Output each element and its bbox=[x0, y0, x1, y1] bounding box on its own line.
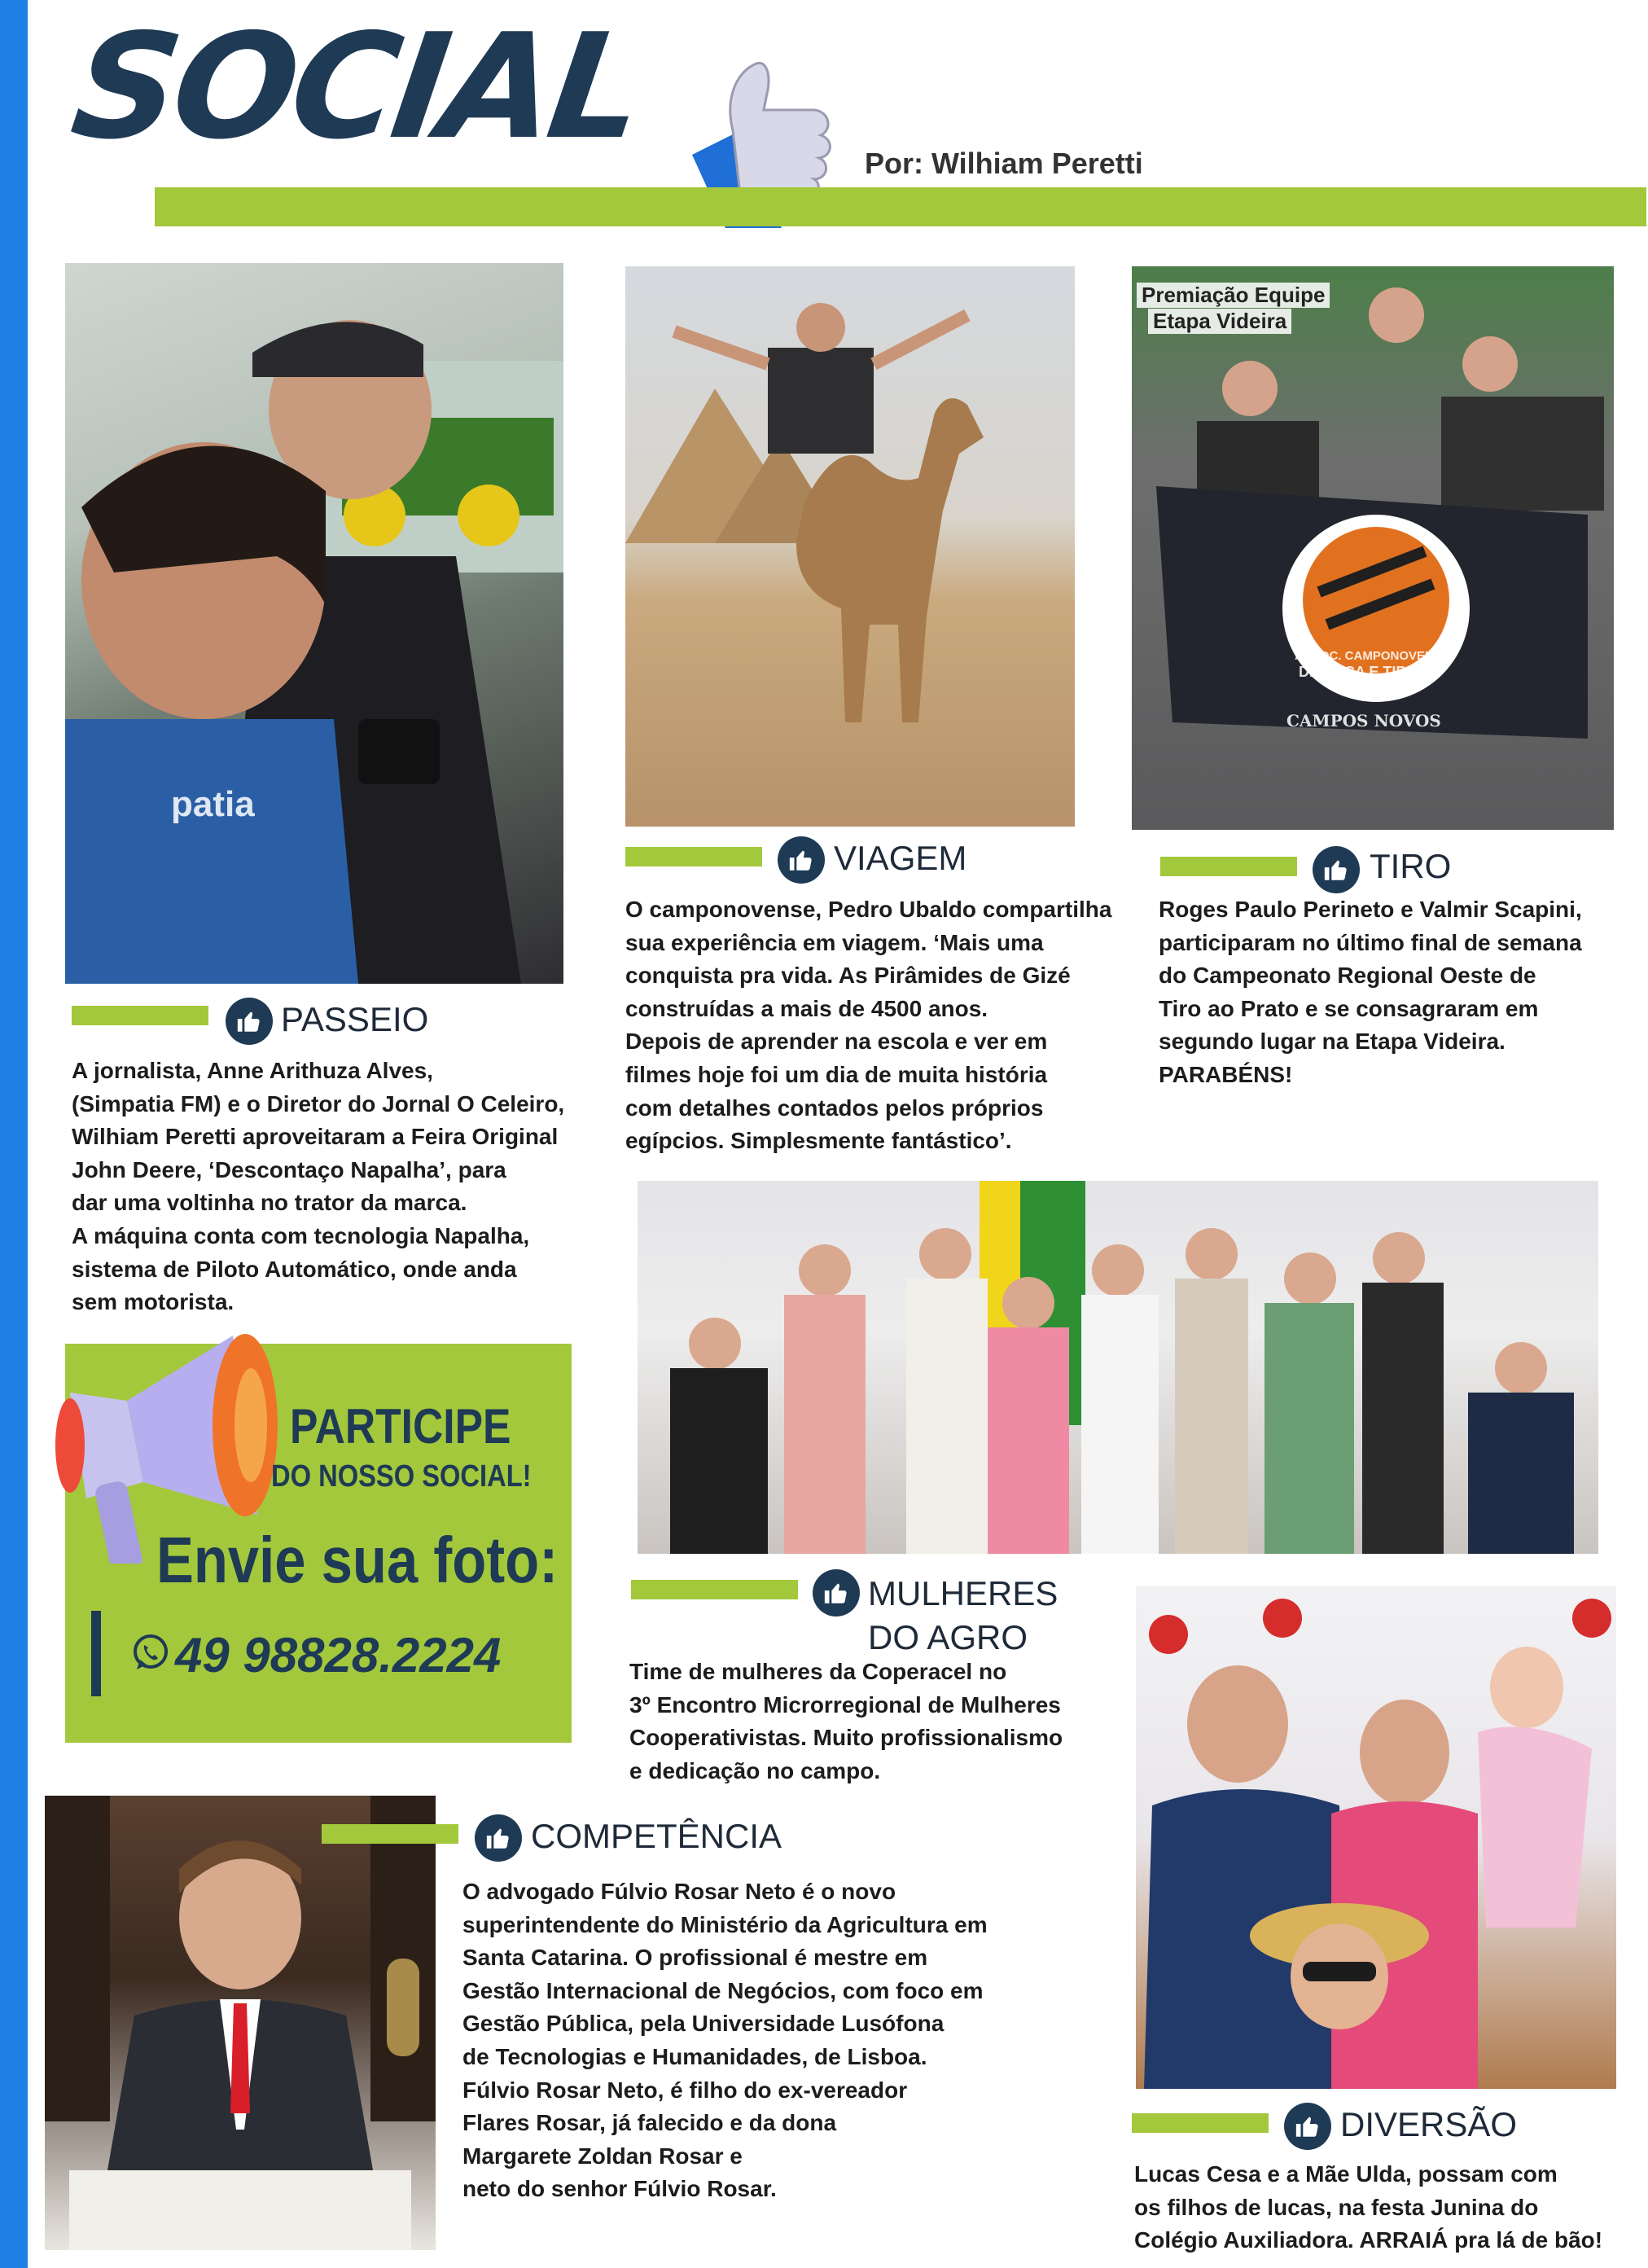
shirt-print: patia bbox=[171, 784, 255, 824]
header-rule bbox=[155, 187, 1646, 226]
tiro-title: TIRO bbox=[1370, 847, 1452, 885]
tiro-photo bbox=[1132, 266, 1614, 830]
like-icon bbox=[1284, 2103, 1331, 2150]
tiro-banner-line2: DE CAÇA E TIRO bbox=[1299, 664, 1418, 680]
like-icon bbox=[226, 998, 273, 1045]
tiro-text: Roges Paulo Perineto e Valmir Scapini, participaram no último final de semana do Campeonato Regional Oeste de Tiro ao Prato e se consagraram em segundo lugar na Etapa Videira. PARABÉNS! bbox=[1159, 897, 1582, 1087]
passeio-rule bbox=[72, 1006, 208, 1025]
passeio-photo bbox=[65, 263, 563, 984]
side-accent-bar bbox=[0, 0, 28, 2268]
diversao-title: DIVERSÃO bbox=[1340, 2105, 1518, 2143]
mulheres-photo bbox=[638, 1181, 1598, 1554]
competencia-photo bbox=[45, 1796, 436, 2250]
passeio-text: A jornalista, Anne Arithuza Alves, (Simpatia FM) e o Diretor do Jornal O Celeiro, Wilhiam Peretti aproveitaram a Feira Original John Deere, ‘Descontaço Napalha’, para dar uma voltinha no trator da marca. A máquina conta com tecnologia Napalha, sistema de Piloto Automático, onde anda sem motorista. bbox=[72, 1058, 565, 1315]
passeio-title: PASSEIO bbox=[281, 1000, 429, 1038]
diversao-rule bbox=[1132, 2113, 1269, 2133]
tiro-overlay-line2: Etapa Videira bbox=[1148, 309, 1291, 334]
like-icon bbox=[778, 836, 825, 884]
tiro-banner-line3: ESPORTIVO bbox=[1342, 682, 1400, 693]
viagem-title: VIAGEM bbox=[834, 839, 967, 877]
like-icon bbox=[813, 1569, 860, 1617]
competencia-rule bbox=[322, 1824, 458, 1844]
promo-cta: Envie sua foto: bbox=[156, 1524, 559, 1596]
page-title: SOCIAL bbox=[63, 2, 651, 171]
byline: Por: Wilhiam Peretti bbox=[865, 147, 1143, 180]
promo-title: PARTICIPE bbox=[290, 1399, 511, 1454]
competencia-title: COMPETÊNCIA bbox=[531, 1817, 782, 1855]
promo-phone[interactable]: 49 98828.2224 bbox=[175, 1628, 502, 1682]
like-icon bbox=[475, 1814, 522, 1862]
mulheres-text: Time de mulheres da Coperacel no 3º Encontro Microrregional de Mulheres Cooperativistas. Muito profissionalismo e dedicação no campo. bbox=[629, 1659, 1063, 1783]
tiro-banner-line1: ASSOC. CAMPONOVENSE bbox=[1295, 649, 1450, 663]
mulheres-title: MULHERES DO AGRO bbox=[868, 1574, 1058, 1657]
viagem-text: O camponovense, Pedro Ubaldo compartilha sua experiência em viagem. ‘Mais uma conquista pra vida. As Pirâmides de Gizé construídas a mais de 4500 anos. Depois de aprender na escola e ver em filmes hoje foi um dia de muita história com detalhes contados pelos próprios egípcios. Simplesmente fantástico’. bbox=[625, 897, 1112, 1154]
diversao-photo bbox=[1136, 1586, 1616, 2089]
mulheres-rule bbox=[631, 1580, 798, 1599]
tiro-overlay-line1: Premiação Equipe bbox=[1137, 283, 1330, 308]
viagem-photo bbox=[625, 266, 1075, 827]
like-icon bbox=[1313, 846, 1360, 893]
promo-accent-bar bbox=[91, 1611, 101, 1696]
diversao-text: Lucas Cesa e a Mãe Ulda, possam com os filhos de lucas, na festa Junina do Colégio Auxiliadora. ARRAIÁ pra lá de bão! bbox=[1134, 2161, 1603, 2253]
whatsapp-icon bbox=[130, 1632, 171, 1673]
viagem-rule bbox=[625, 847, 762, 866]
promo-subtitle: DO NOSSO SOCIAL! bbox=[271, 1459, 532, 1494]
tiro-rule bbox=[1160, 857, 1297, 876]
tiro-banner-line4: CAMPOS NOVOS bbox=[1286, 711, 1441, 730]
competencia-text: O advogado Fúlvio Rosar Neto é o novo superintendente do Ministério da Agricultura em Santa Catarina. O profissional é mestre em Gestão Internacional de Negócios, com foco em Gestão Pública, pela Universidade Lusófona de Tecnologias e Humanidades, de Lisboa. Fúlvio Rosar Neto, é filho do ex-vereador Flares Rosar, já falecido e da dona Margarete Zoldan Rosar e neto do senhor Fúlvio Rosar. bbox=[462, 1879, 988, 2202]
